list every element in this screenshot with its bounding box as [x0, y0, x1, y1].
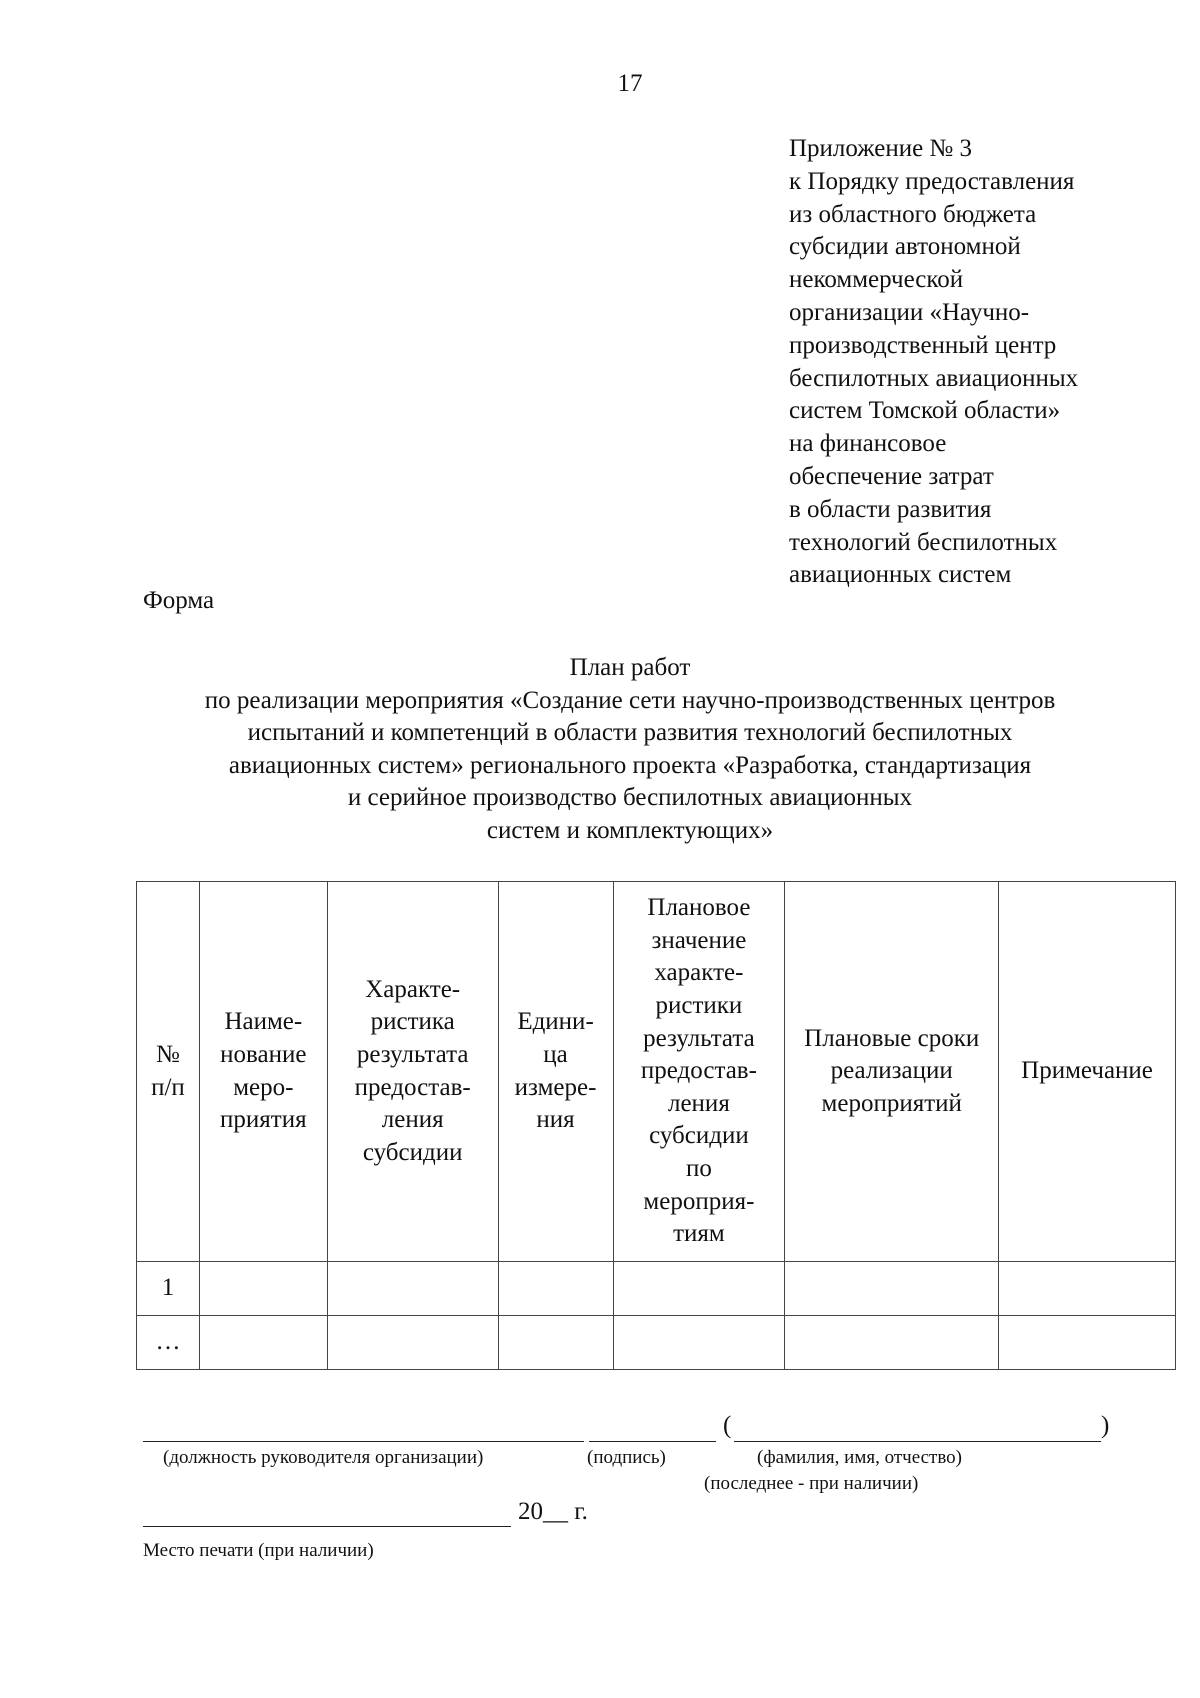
- plan-title-line: и серийное производство беспилотных авиационных: [347, 784, 913, 812]
- table-cell: [327, 1316, 498, 1370]
- appendix-line: производственный центр: [789, 331, 1057, 359]
- appendix-block: [789, 133, 1189, 592]
- position-caption: (должность руководителя организации): [163, 1447, 484, 1468]
- appendix-line: в области развития: [789, 495, 992, 523]
- appendix-line: организации «Научно-: [789, 298, 1030, 326]
- plan-title-line: систем и комплектующих»: [486, 816, 774, 844]
- table-cell: [999, 1316, 1176, 1370]
- table-header-row: [137, 882, 1176, 1262]
- table-cell: [785, 1316, 999, 1370]
- appendix-line: систем Томской области»: [789, 397, 1061, 425]
- name-caption: (фамилия, имя, отчество): [757, 1447, 963, 1468]
- header-cell-note: Примечание: [999, 882, 1176, 1262]
- plan-title-line: испытаний и компетенций в области развития технологий беспилотных: [247, 719, 1013, 747]
- table-row: [137, 1316, 1176, 1370]
- page-number: 17: [617, 70, 643, 97]
- date-year: 20__ г.: [518, 1498, 588, 1525]
- header-cell-unit: Едини- ца измере- ния: [498, 882, 613, 1262]
- open-paren: (: [723, 1412, 732, 1439]
- table-cell: [498, 1316, 613, 1370]
- plan-table: [136, 881, 1176, 1370]
- appendix-line: субсидии автономной: [789, 233, 1021, 261]
- appendix-line: Приложение № 3: [789, 135, 973, 162]
- appendix-line: обеспечение затрат: [789, 462, 994, 490]
- plan-title-line: по реализации мероприятия «Создание сети научно-производственных центров: [204, 686, 1056, 714]
- header-cell-planned-dates: Плановые сроки реализации мероприятий: [785, 882, 999, 1262]
- date-line: [143, 1526, 511, 1527]
- table-cell: [327, 1262, 498, 1316]
- close-paren: ): [1101, 1412, 1110, 1439]
- header-cell-number: № п/п: [137, 882, 200, 1262]
- header-cell-planned-value: Плановое значение характе- ристики результата предостав- ления субсидии по мероприя- тиям: [613, 882, 785, 1262]
- name-caption-note: (последнее - при наличии): [704, 1473, 919, 1494]
- appendix-line: авиационных систем: [789, 561, 1012, 589]
- position-line: [143, 1441, 584, 1442]
- table-cell-number: 1: [137, 1262, 200, 1316]
- header-cell-activity-name: Наиме- нование меро- приятия: [199, 882, 327, 1262]
- header-cell-result-characteristic: Характе- ристика результата предостав- ления субсидии: [327, 882, 498, 1262]
- table-cell: [785, 1262, 999, 1316]
- plan-title-line: План работ: [569, 654, 691, 681]
- table-cell: [199, 1316, 327, 1370]
- table-row: [137, 1262, 1176, 1316]
- table-cell: [613, 1262, 785, 1316]
- table-cell: [999, 1262, 1176, 1316]
- form-label: Форма: [143, 587, 215, 614]
- table-cell: [498, 1262, 613, 1316]
- appendix-line: некоммерческой: [789, 266, 964, 294]
- plan-title-line: авиационных систем» регионального проекта «Разработка, стандартизация: [228, 751, 1032, 779]
- appendix-line: беспилотных авиационных: [789, 364, 1079, 392]
- signature-line: [589, 1441, 716, 1442]
- table-cell-number: …: [137, 1316, 200, 1370]
- table-cell: [199, 1262, 327, 1316]
- signature-caption: (подпись): [587, 1447, 666, 1468]
- table-cell: [613, 1316, 785, 1370]
- appendix-line: к Порядку предоставления: [789, 167, 1075, 195]
- plan-title: [130, 652, 1130, 848]
- appendix-line: на финансовое: [789, 430, 947, 458]
- name-line: [734, 1441, 1101, 1442]
- appendix-line: из областного бюджета: [789, 200, 1037, 228]
- appendix-line: технологий беспилотных: [789, 528, 1058, 556]
- stamp-label: Место печати (при наличии): [143, 1540, 374, 1561]
